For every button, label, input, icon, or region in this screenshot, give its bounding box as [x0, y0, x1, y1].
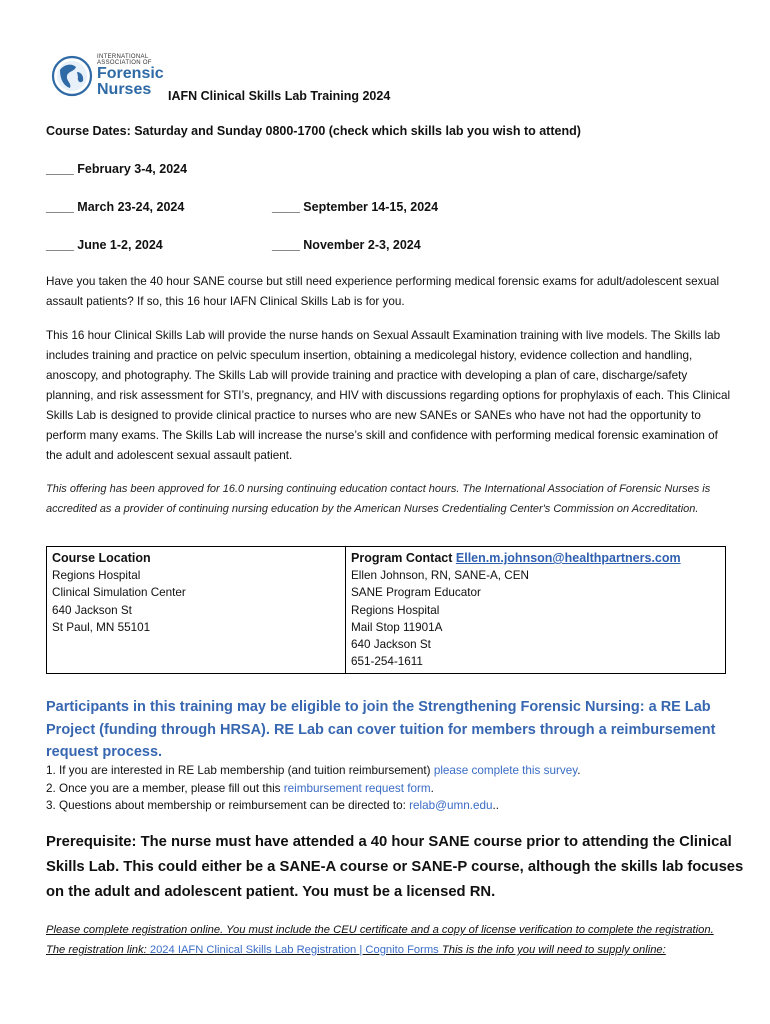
prerequisite-paragraph: Prerequisite: The nurse must have attended a 40 hour SANE course prior to attending the Clinical Skills Lab. This could either be a SANE-A course or SANE-P course, although the skills lab focuses on the adult and adolescent patient. You must be a licensed RN. — [46, 834, 744, 900]
registration-end: This is the info you will need to supply online: — [438, 944, 666, 956]
location-line: Clinical Simulation Center — [52, 586, 186, 600]
course-location-cell — [47, 547, 346, 674]
survey-link[interactable]: please complete this survey — [433, 764, 578, 777]
contact-line: 651-254-1611 — [351, 655, 423, 669]
relab-email-link[interactable]: relab@umn.edu — [409, 799, 493, 812]
date-option-sep[interactable]: ____ September 14-15, 2024 — [272, 200, 439, 214]
registration-link[interactable]: 2024 IAFN Clinical Skills Lab Registration | Cognito Forms — [149, 944, 439, 956]
step-2-text: 2. Once you are a member, please fill out this — [46, 781, 284, 795]
contact-line: Ellen Johnson, RN, SANE-A, CEN — [351, 569, 529, 583]
info-table — [46, 546, 726, 674]
date-option-nov[interactable]: ____ November 2-3, 2024 — [272, 238, 421, 252]
step-3 — [46, 797, 736, 815]
location-line: St Paul, MN 55101 — [52, 620, 151, 634]
date-option-mar[interactable]: ____ March 23-24, 2024 — [46, 200, 185, 214]
registration-paragraph — [46, 920, 736, 960]
reimbursement-form-link[interactable]: reimbursement request form — [283, 781, 431, 795]
logo-line-3: Forensic — [97, 65, 164, 82]
location-line: Regions Hospital — [52, 569, 141, 583]
contact-line: SANE Program Educator — [351, 586, 481, 600]
contact-line: Regions Hospital — [351, 603, 440, 617]
step-1 — [46, 762, 736, 780]
globe-icon — [50, 54, 94, 98]
logo-line-4: Nurses — [97, 81, 152, 98]
page-title: IAFN Clinical Skills Lab Training 2024 — [168, 89, 391, 103]
step-2 — [46, 780, 736, 798]
registration-text: Please complete registration online. You must include the CEU certificate and a copy of license verification to complete the registration. The registration link: — [46, 924, 714, 956]
location-line: 640 Jackson St — [52, 603, 132, 617]
step-2-end: . — [430, 781, 434, 795]
step-3-text: 3. Questions about membership or reimbursement can be directed to: — [46, 799, 410, 812]
step-1-text: 1. If you are interested in RE Lab membership (and tuition reimbursement) — [46, 764, 434, 777]
date-option-feb[interactable]: ____ February 3-4, 2024 — [46, 162, 188, 176]
intro-paragraph: Have you taken the 40 hour SANE course but still need experience performing medical forensic exams for adult/adolescent sexual assault patients? If so, this 16 hour IAFN Clinical Skills Lab is for you. — [46, 275, 720, 308]
accreditation-note: This offering has been approved for 16.0 nursing continuing education contact hours. The International Association of Forensic Nurses is accredited as a provider of continuing nursing education by the American Nurses Credentialing Center's Commission on Accreditation. — [46, 483, 711, 515]
step-3-end: .. — [492, 799, 499, 812]
contact-line: Mail Stop 11901A — [351, 620, 443, 634]
program-contact-heading: Program Contact — [351, 551, 453, 565]
iafn-logo — [50, 52, 168, 100]
contact-line: 640 Jackson St — [351, 638, 431, 652]
step-1-end: . — [577, 764, 581, 777]
re-lab-steps — [46, 762, 736, 815]
re-lab-heading: Participants in this training may be eligible to join the Strengthening Forensic Nursing: a RE Lab Project (funding through HRSA). RE Lab can cover tuition for members through a reimbursement request process. — [46, 699, 716, 760]
date-option-jun[interactable]: ____ June 1-2, 2024 — [46, 238, 163, 252]
logo-line-2: ASSOCIATION OF — [97, 60, 152, 66]
program-contact-cell — [346, 547, 726, 674]
course-location-heading: Course Location — [52, 551, 151, 565]
course-dates-heading: Course Dates: Saturday and Sunday 0800-1700 (check which skills lab you wish to attend) — [46, 124, 581, 138]
logo-line-1: INTERNATIONAL — [97, 54, 149, 60]
program-contact-heading-row — [351, 550, 720, 567]
contact-email-link[interactable]: Ellen.m.johnson@healthpartners.com — [455, 551, 681, 565]
description-paragraph: This 16 hour Clinical Skills Lab will provide the nurse hands on Sexual Assault Examination training with live models. The Skills lab includes training and practice on pelvic speculum insertion, obtaining a medicolegal history, evidence collection and handling, anoscopy, and photography. The Skills Lab will provide training and practice with developing a plan of care, discharge/safety planning, and risk assessment for STI’s, pregnancy, and HIV with discussions regarding options for prophylaxis of each. This Clinical Skills Lab is designed to provide clinical practice to nurses who are new SANEs or SANEs who have not had the opportunity to perform many exams. The Skills Lab will increase the nurse’s skill and confidence with performing medical forensic examination of the adult and adolescent sexual assault patient. — [46, 329, 731, 462]
